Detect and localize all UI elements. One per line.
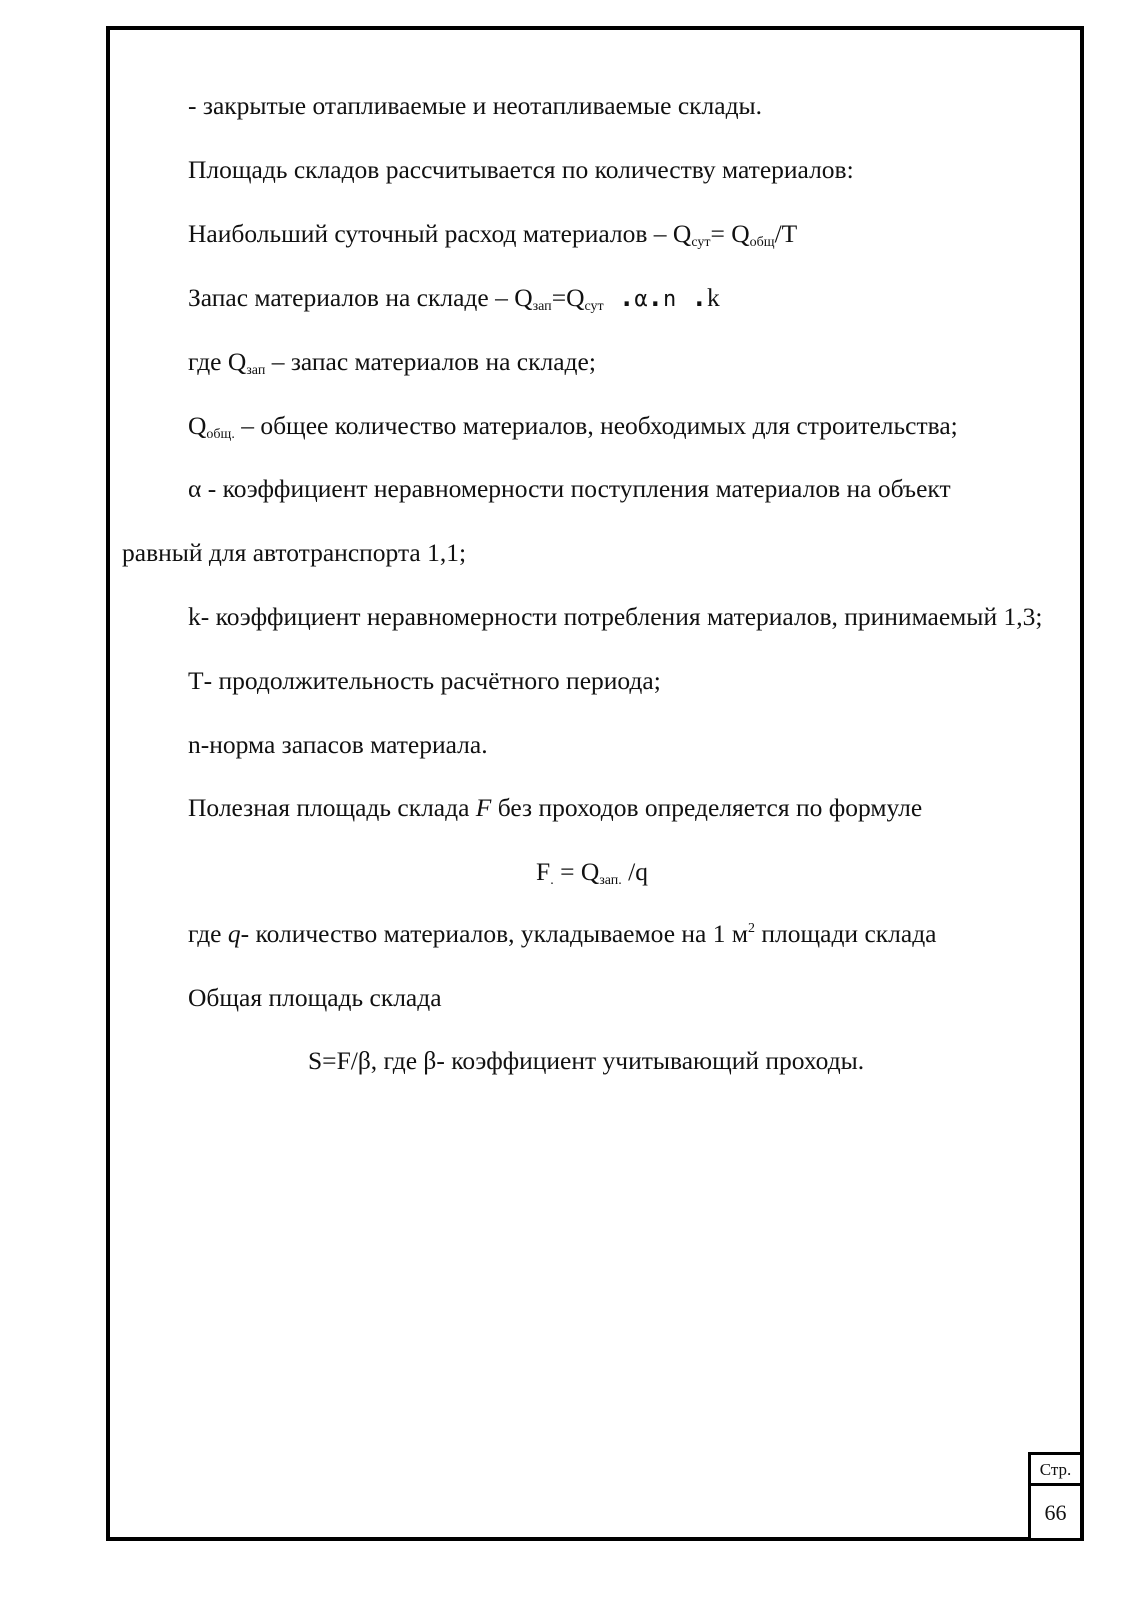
page-frame bbox=[106, 26, 1084, 1541]
page-number-cell: 66 bbox=[1028, 1483, 1083, 1541]
definition-k: k- коэффициент неравномерности потребления материалов, принимаемый 1,3; bbox=[188, 602, 1043, 631]
formula-daily-consumption: Наибольший суточный расход материалов – $Q_{сут}= Q_{общ}/T$ bbox=[188, 219, 798, 250]
definition-n: n-норма запасов материала. bbox=[188, 730, 488, 759]
formula-useful-area: $F_. = Q_{зап.}$ /q bbox=[536, 857, 649, 888]
paragraph-warehouse-types: - закрытые отапливаемые и неотапливаемые склады. bbox=[188, 91, 763, 120]
definition-alpha-continued: равный для автотранспорта 1,1; bbox=[122, 538, 467, 567]
page-label-cell: Стр. bbox=[1028, 1452, 1083, 1486]
definition-alpha: α - коэффициент неравномерности поступления материалов на объект bbox=[188, 474, 951, 503]
definition-q: где q- количество материалов, укладываемое на 1 $м^2$ площади склада bbox=[188, 919, 937, 948]
definition-t: Т- продолжительность расчётного периода; bbox=[188, 666, 661, 695]
paragraph-area-calculation: Площадь складов рассчитывается по количеству материалов: bbox=[188, 155, 854, 184]
definition-total-quantity: $Q_{общ.}$ – общее количество материалов, необходимых для строительства; bbox=[188, 411, 958, 442]
definition-stock: где $Q_{зап}$ – запас материалов на складе; bbox=[188, 347, 596, 378]
paragraph-total-area: Общая площадь склада bbox=[188, 983, 442, 1012]
paragraph-useful-area: Полезная площадь склада F без проходов определяется по формуле bbox=[188, 793, 923, 822]
formula-total-area: S=F/β, где β- коэффициент учитывающий проходы. bbox=[308, 1046, 865, 1075]
formula-stock: Запас материалов на складе – $Q_{зап}=Q_{сут}$ .α.n .k bbox=[188, 283, 720, 314]
